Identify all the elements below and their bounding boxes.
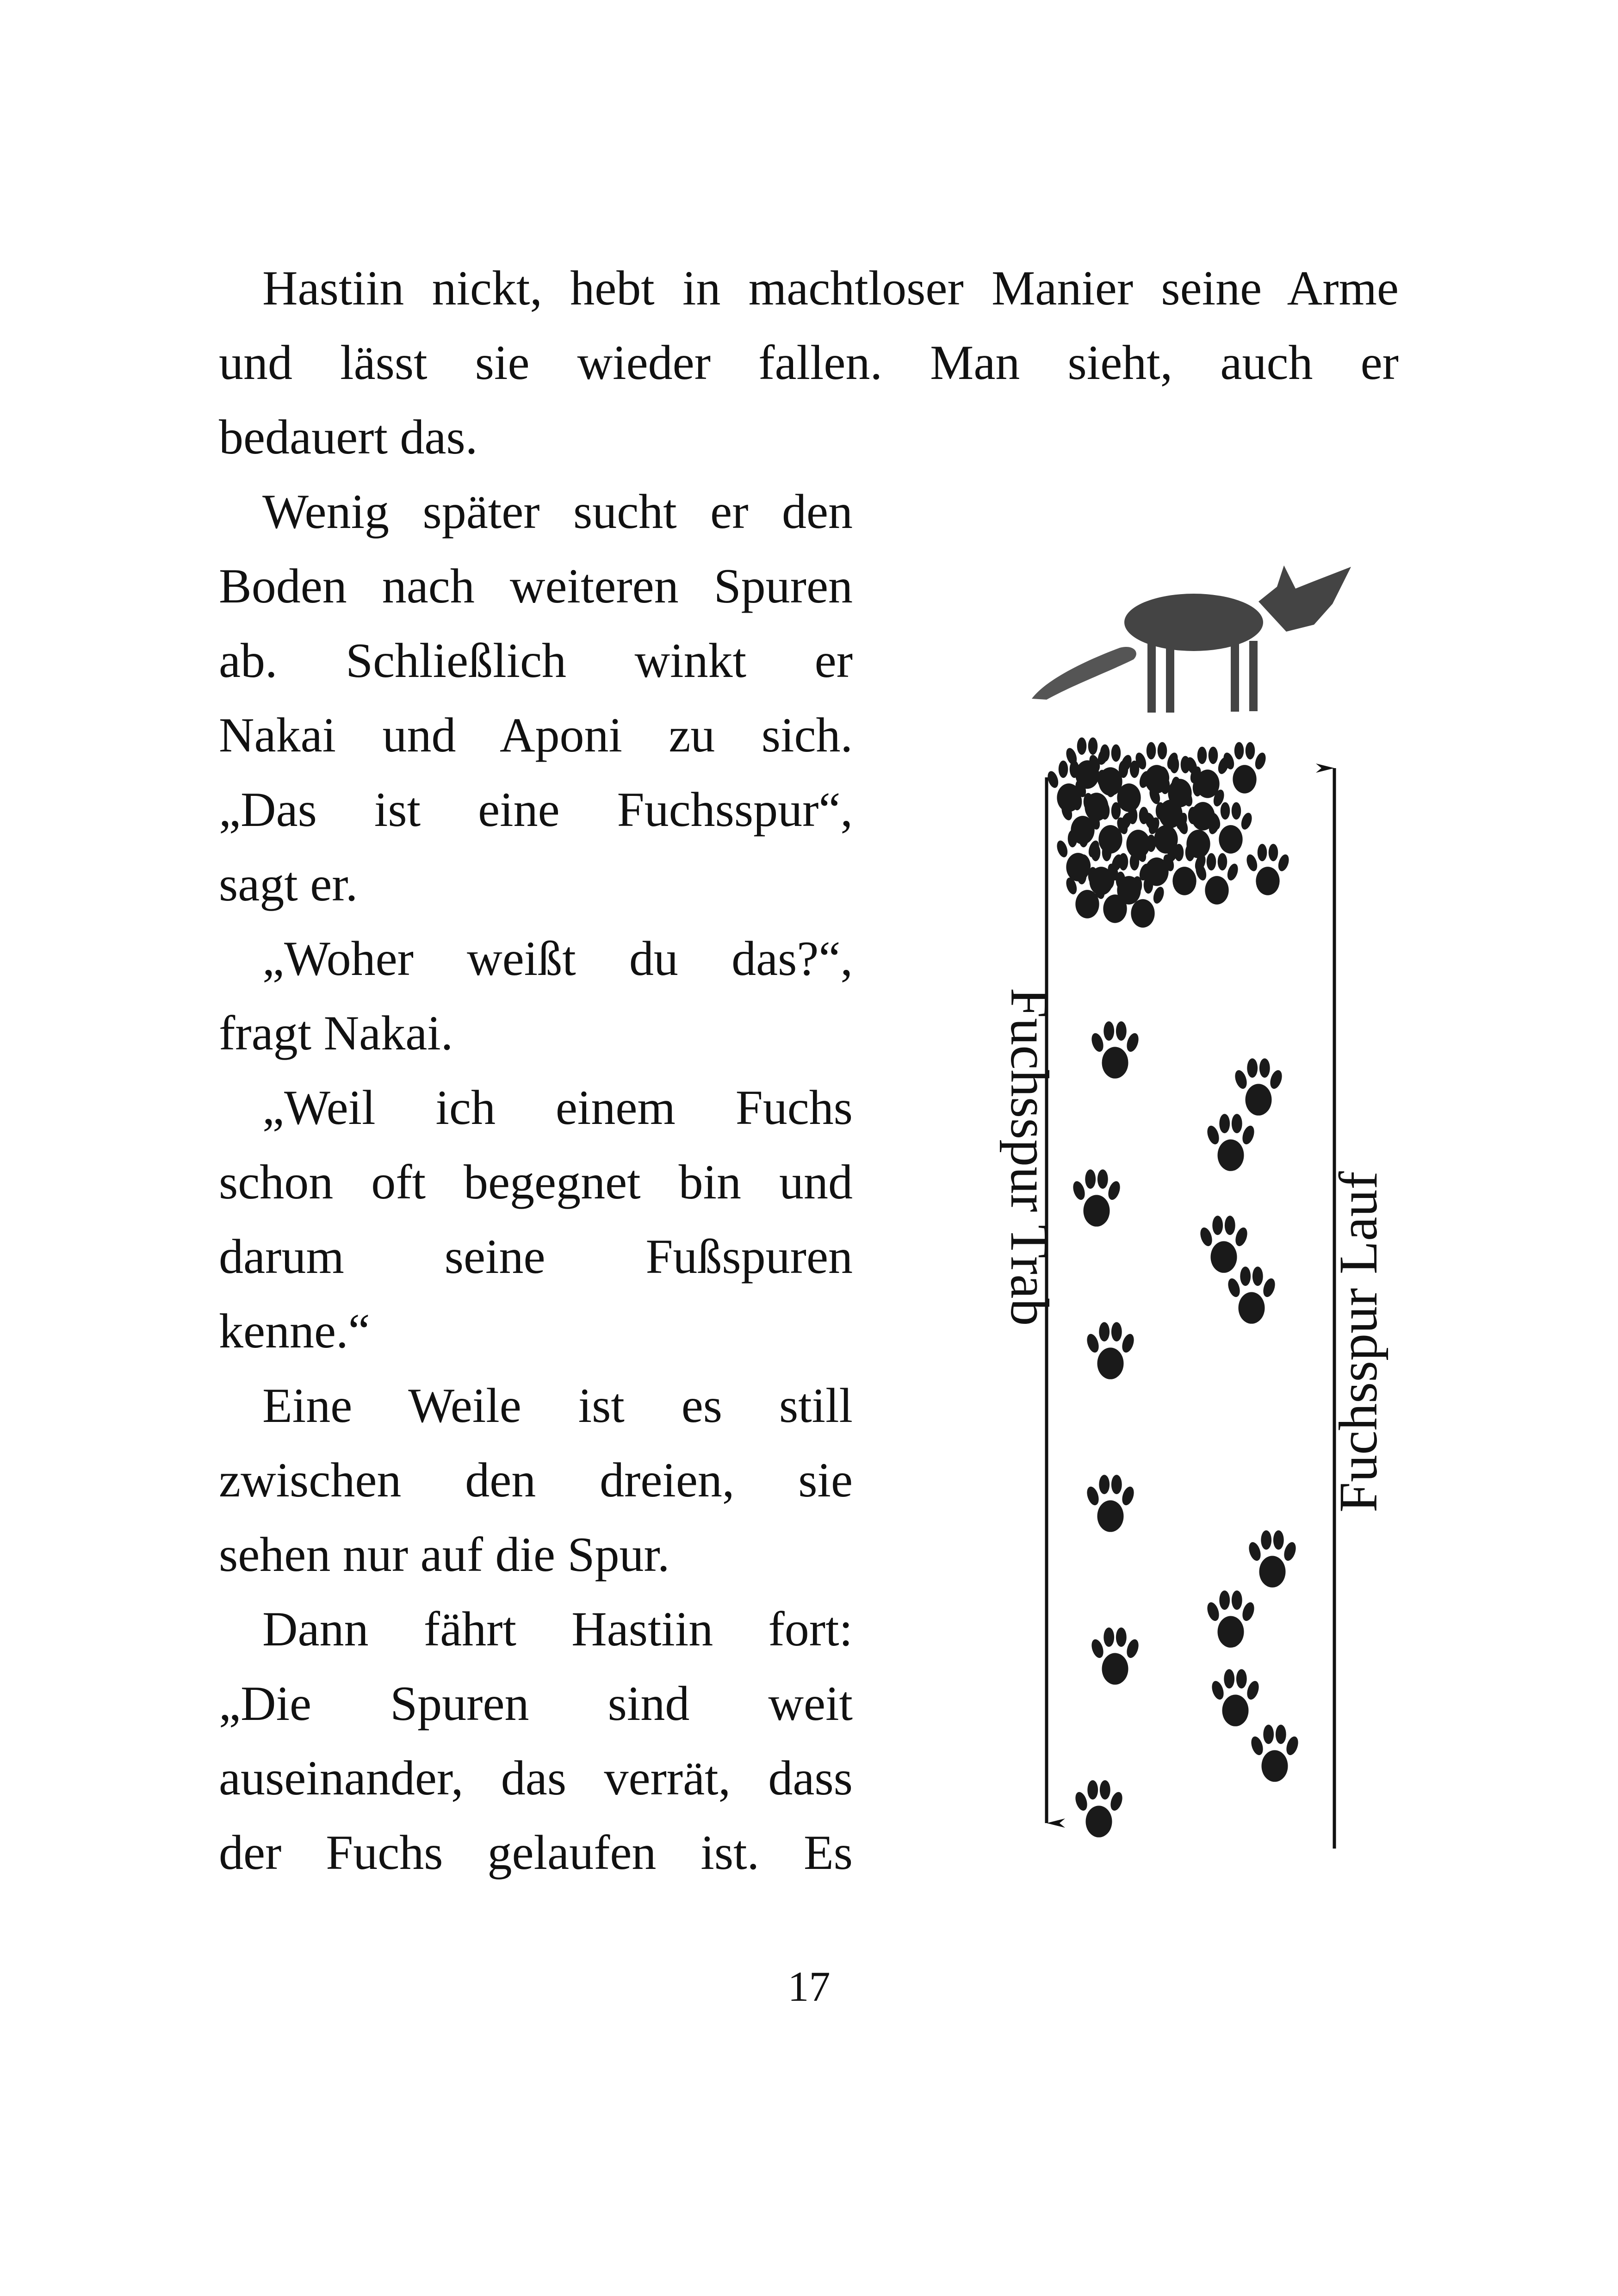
- paw-print: [1085, 1475, 1136, 1532]
- text-line: „Weil ich einem Fuchs: [262, 1080, 853, 1135]
- text-line: sehen nur auf die Spur.: [219, 1527, 670, 1582]
- text-line: und lässt sie wieder fallen. Man sieht, auch er: [219, 335, 1399, 390]
- paw-print: [1208, 802, 1254, 854]
- fox-leg: [1231, 643, 1239, 712]
- text-line: der Fuchs gelaufen ist. Es: [219, 1825, 853, 1880]
- paw-print: [1073, 1780, 1125, 1837]
- text-line: schon oft begegnet bin und: [219, 1155, 853, 1209]
- paw-print: [1221, 742, 1268, 794]
- paw-print: [1090, 1021, 1141, 1079]
- text-line: darum seine Fußspuren: [219, 1229, 853, 1284]
- paw-print: [1233, 1058, 1284, 1116]
- paw-print: [1085, 1322, 1136, 1379]
- fox-leg: [1166, 643, 1174, 713]
- fox-leg: [1249, 641, 1258, 711]
- fox-body: [1124, 594, 1263, 651]
- paw-print: [1205, 1114, 1257, 1171]
- trot-label: Fuchsspur Trab: [999, 987, 1060, 1326]
- text-line: „Woher weißt du das?“,: [262, 931, 853, 986]
- paw-print: [1245, 844, 1291, 895]
- fox-track-illustration: [972, 527, 1416, 1897]
- text-line: Nakai und Aponi zu sich.: [219, 708, 853, 762]
- paw-print: [1205, 1590, 1257, 1648]
- paw-print: [1247, 1530, 1298, 1588]
- paw-print: [1226, 1266, 1277, 1324]
- text-line: Eine Weile ist es still: [262, 1378, 853, 1433]
- text-line: ab. Schließlich winkt er: [219, 633, 853, 688]
- text-line: Boden nach weiteren Spuren: [219, 559, 853, 613]
- run-label: Fuchsspur Lauf: [1328, 1171, 1389, 1513]
- text-line: auseinander, das verrät, dass: [219, 1751, 853, 1805]
- paw-print: [1210, 1669, 1261, 1726]
- text-line: „Die Spuren sind weit: [219, 1676, 853, 1731]
- text-line: Dann fährt Hastiin fort:: [262, 1602, 853, 1656]
- paw-print: [1071, 1169, 1122, 1227]
- text-line: „Das ist eine Fuchsspur“,: [219, 782, 853, 837]
- opening-paragraph: [219, 251, 1399, 474]
- paw-print: [1198, 1216, 1250, 1273]
- text-line: sagt er.: [219, 857, 358, 911]
- fox-head: [1258, 565, 1351, 632]
- paw-prints: [1046, 738, 1300, 1837]
- text-line: Wenig später sucht er den: [262, 484, 853, 539]
- paw-print: [1090, 1627, 1141, 1685]
- column-text: [219, 474, 853, 1890]
- text-line: zwischen den dreien, sie: [219, 1453, 853, 1507]
- text-line: bedauert das.: [219, 410, 478, 464]
- paw-print: [1249, 1725, 1301, 1782]
- fox-leg: [1147, 641, 1156, 713]
- text-line: Hastiin nickt, hebt in machtloser Manier seine Arme: [262, 261, 1399, 315]
- fox-image: [1032, 565, 1351, 713]
- text-line: fragt Nakai.: [219, 1006, 453, 1060]
- page-number: 17: [787, 1963, 831, 2010]
- fox-tail: [1032, 647, 1136, 700]
- text-line: kenne.“: [219, 1304, 370, 1358]
